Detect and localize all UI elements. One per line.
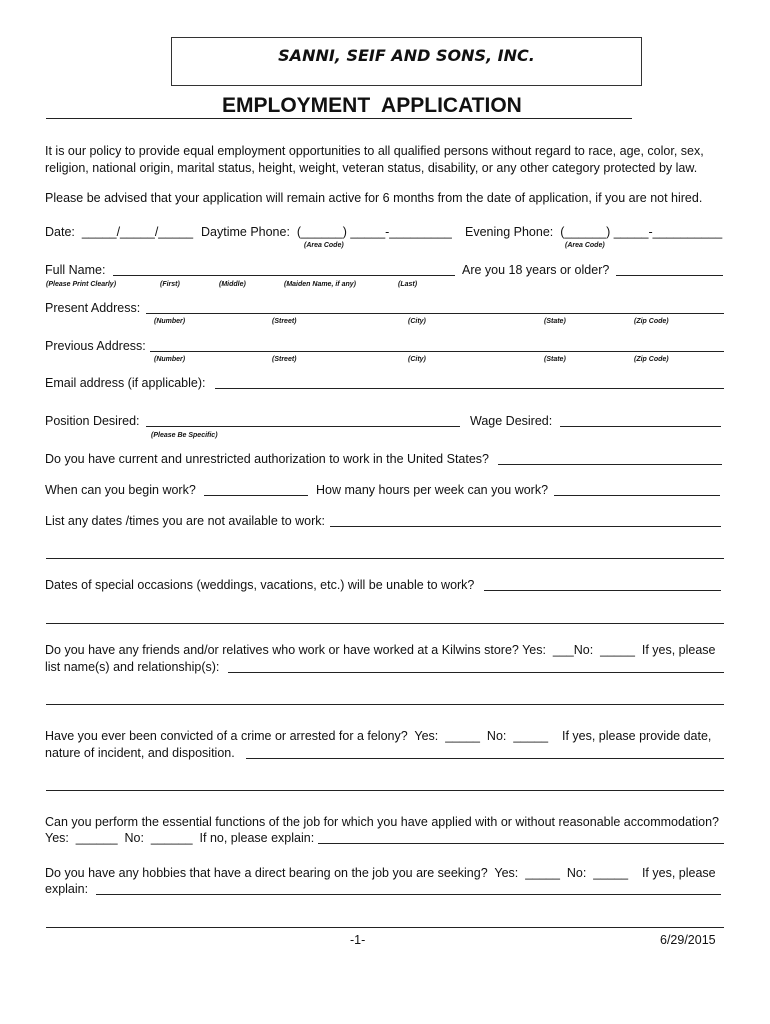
email-label: Email address (if applicable): xyxy=(45,376,206,390)
advisory-text: Please be advised that your application will remain active for 6 months from the date of application, if you are not hired. xyxy=(45,191,703,205)
policy-line-1: It is our policy to provide equal employment opportunities to all qualified persons without regard to race, age, color, sex, xyxy=(45,144,704,158)
position-input[interactable] xyxy=(146,426,460,427)
page-number: -1- xyxy=(350,933,366,947)
email-input[interactable] xyxy=(215,388,724,389)
friends-input-line[interactable] xyxy=(46,704,724,705)
address-sub-label: (City) xyxy=(408,356,426,363)
authorization-input[interactable] xyxy=(498,464,722,465)
name-sub-label: (Maiden Name, if any) xyxy=(284,281,356,288)
name-sub-label: (Last) xyxy=(398,281,418,288)
policy-line-2: religion, national origin, marital status, height, weight, veteran status, disability, or any other category protected by law. xyxy=(45,161,698,175)
address-sub-label: (Street) xyxy=(272,356,297,363)
address-sub-label: (State) xyxy=(544,318,566,325)
name-sub-label: (Middle) xyxy=(219,281,246,288)
crime-question-line-2: nature of incident, and disposition. xyxy=(45,746,235,760)
hobbies-input-line[interactable] xyxy=(46,927,724,928)
date-field[interactable]: Date: _____/_____/_____ xyxy=(45,225,194,239)
begin-work-input[interactable] xyxy=(204,495,308,496)
form-title: EMPLOYMENT APPLICATION xyxy=(222,94,522,117)
hours-question: How many hours per week can you work? xyxy=(316,483,549,497)
hobbies-question-line-2: explain: xyxy=(45,882,89,896)
previous-address-label: Previous Address: xyxy=(45,339,146,353)
company-header-box xyxy=(171,37,642,86)
position-sub-label: (Please Be Specific) xyxy=(151,432,218,439)
wage-label: Wage Desired: xyxy=(470,414,553,428)
daytime-phone-field[interactable]: Daytime Phone: (______) _____-_________ xyxy=(201,225,452,239)
hobbies-question-line-1: Do you have any hobbies that have a direct bearing on the job you are seeking? Yes: _____ No: _____ If yes, please xyxy=(45,866,716,880)
special-occasions-input[interactable] xyxy=(484,590,721,591)
company-name: SANNI, SEIF AND SONS, INC. xyxy=(278,46,535,65)
present-address-label: Present Address: xyxy=(45,301,141,315)
begin-work-question: When can you begin work? xyxy=(45,483,196,497)
previous-address-input[interactable] xyxy=(150,351,724,352)
address-sub-label: (Number) xyxy=(154,318,186,325)
address-sub-label: (Zip Code) xyxy=(634,318,669,325)
hobbies-input[interactable] xyxy=(96,894,721,895)
unavailable-dates-input[interactable] xyxy=(330,526,721,527)
unavailable-dates-input-line[interactable] xyxy=(46,558,724,559)
full-name-label: Full Name: xyxy=(45,263,106,277)
present-address-input[interactable] xyxy=(146,313,724,314)
area-code-label: (Area Code) xyxy=(565,242,605,249)
authorization-question: Do you have current and unrestricted authorization to work in the United States? xyxy=(45,452,490,466)
title-underline xyxy=(46,118,632,119)
friends-input[interactable] xyxy=(228,672,724,673)
full-name-input[interactable] xyxy=(113,275,455,276)
friends-question-line-2: list name(s) and relationship(s): xyxy=(45,660,220,674)
unavailable-dates-question: List any dates /times you are not available to work: xyxy=(45,514,326,528)
crime-input[interactable] xyxy=(246,758,724,759)
address-sub-label: (Zip Code) xyxy=(634,356,669,363)
special-occasions-question: Dates of special occasions (weddings, vacations, etc.) will be unable to work? xyxy=(45,578,475,592)
address-sub-label: (State) xyxy=(544,356,566,363)
age-question-label: Are you 18 years or older? xyxy=(462,263,610,277)
friends-question-line-1: Do you have any friends and/or relatives who work or have worked at a Kilwins store? Yes: ___No: _____ If yes, please xyxy=(45,643,716,657)
address-sub-label: (Number) xyxy=(154,356,186,363)
essential-functions-line-1: Can you perform the essential functions of the job for which you have applied with or without reasonable accommodation? xyxy=(45,815,719,829)
name-sub-label: (Please Print Clearly) xyxy=(46,281,117,288)
name-sub-label: (First) xyxy=(160,281,180,288)
position-label: Position Desired: xyxy=(45,414,140,428)
hours-input[interactable] xyxy=(554,495,720,496)
address-sub-label: (City) xyxy=(408,318,426,325)
age-answer-input[interactable] xyxy=(616,275,723,276)
area-code-label: (Area Code) xyxy=(304,242,344,249)
essential-functions-line-2: Yes: ______ No: ______ If no, please explain: xyxy=(45,831,315,845)
crime-question-line-1: Have you ever been convicted of a crime or arrested for a felony? Yes: _____ No: _____ If yes, please provide date, xyxy=(45,729,712,743)
crime-input-line[interactable] xyxy=(46,790,724,791)
revision-date: 6/29/2015 xyxy=(660,933,716,947)
special-occasions-input-line[interactable] xyxy=(46,623,724,624)
essential-functions-input[interactable] xyxy=(318,843,724,844)
evening-phone-field[interactable]: Evening Phone: (______) _____-__________ xyxy=(465,225,723,239)
address-sub-label: (Street) xyxy=(272,318,297,325)
wage-input[interactable] xyxy=(560,426,721,427)
